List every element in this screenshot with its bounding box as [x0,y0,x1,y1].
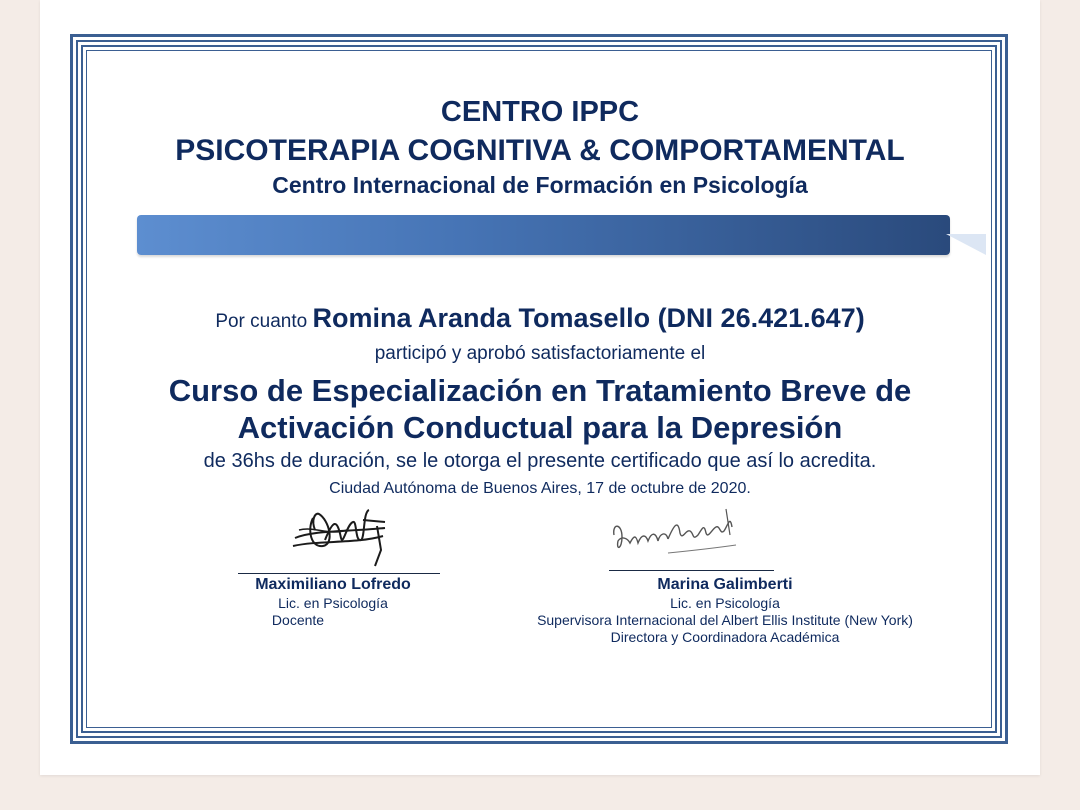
signatory-left-name: Maximiliano Lofredo [255,576,411,593]
signature-right-block [510,576,940,646]
recipient-line [0,303,1080,334]
participation-text: participó y aprobó satisfactoriamente el [374,343,706,364]
signature-right-line [609,570,774,571]
signature-left-image [285,500,395,572]
institution-name: CENTRO IPPC [440,96,640,128]
recipient-name: Romina Aranda Tomasello (DNI 26.421.647) [312,303,865,333]
signatory-left-title: Lic. en Psicología [278,595,388,611]
duration-text: de 36hs de duración, se le otorga el presente certificado que así lo acredita. [203,450,877,472]
decorative-banner-tail [946,234,986,255]
place-date: Ciudad Autónoma de Buenos Aires, 17 de octubre de 2020. [329,480,751,497]
course-title-line-2: Activación Conductual para la Depresión [237,410,843,445]
signatory-right-title: Lic. en Psicología [670,595,780,611]
signatory-right-affiliation: Supervisora Internacional del Albert Ellis Institute (New York) [537,612,913,628]
signatory-left-role: Docente [271,612,325,628]
institution-subtitle: PSICOTERAPIA COGNITIVA & COMPORTAMENTAL [175,134,905,167]
course-title-line-1: Curso de Especialización en Tratamiento Breve de [168,373,912,408]
institution-tagline: Centro Internacional de Formación en Psicología [272,172,808,198]
signatory-right-name: Marina Galimberti [657,576,793,593]
signature-left-line [238,573,440,574]
signatory-right-role: Directora y Coordinadora Académica [610,629,840,645]
signature-left-block [233,576,433,629]
signature-right-image [608,505,743,565]
por-cuanto-label: Por cuanto [215,311,308,332]
decorative-banner [137,215,950,255]
